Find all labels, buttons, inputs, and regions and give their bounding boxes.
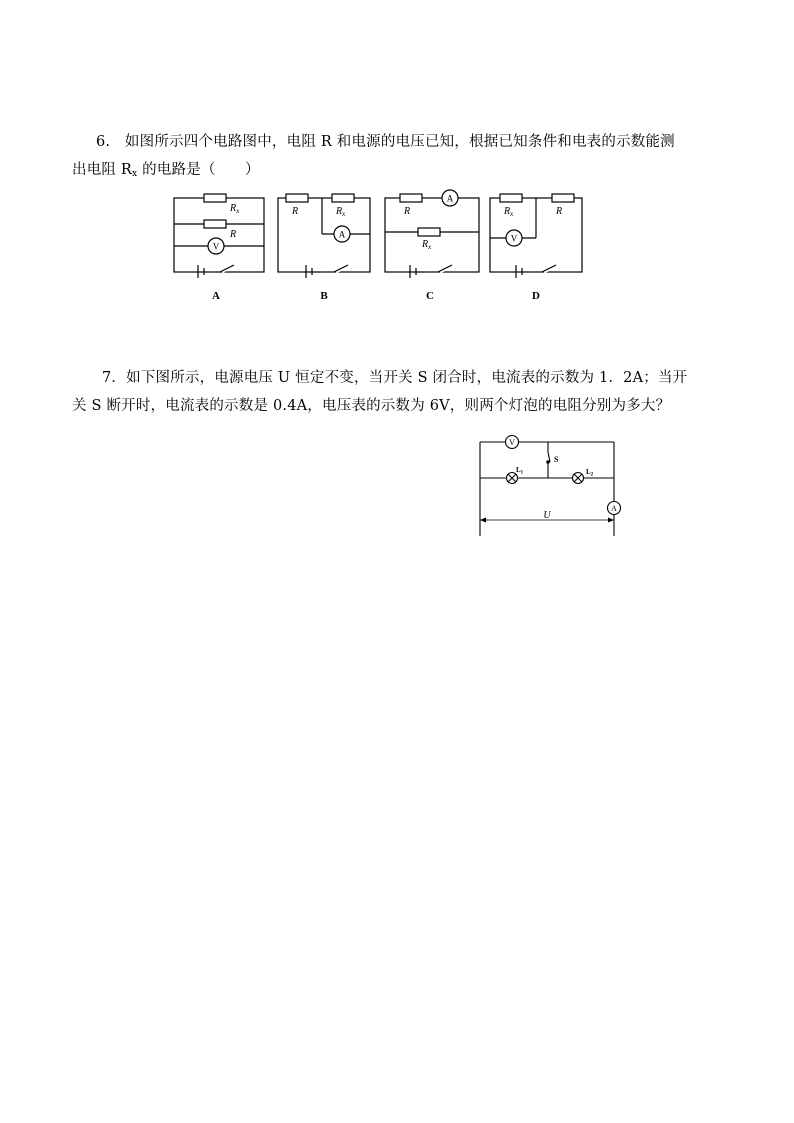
question-6-rx-subscript: x [132, 169, 138, 179]
circuit-d-label: D [532, 290, 540, 302]
circuit-a-rx-label: $R_x$ [230, 203, 240, 215]
question-6-circuits-figure [160, 188, 600, 312]
ammeter-label: A [611, 504, 617, 513]
circuit-c-label: C [426, 290, 434, 302]
question-6-line-2-suffix: 的电路是（ ） [137, 162, 260, 178]
voltage-u-label: U [543, 510, 551, 521]
circuit-c-meter-label: A [446, 193, 454, 204]
circuit-c-r-label: R [404, 206, 411, 217]
resistor-rx [204, 194, 226, 202]
question-7 [72, 364, 732, 420]
circuit-c-rx-label: $R_x$ [422, 239, 432, 251]
resistor-r [204, 220, 226, 228]
resistor-rx [418, 228, 440, 236]
question-6-line-2 [72, 156, 732, 184]
circuit-b-meter-label: A [338, 229, 346, 240]
circuit-b-label: B [320, 290, 328, 302]
circuit-a-r-label: R [230, 229, 237, 240]
circuit-b-r-label: R [292, 206, 299, 217]
circuit-c [385, 190, 479, 278]
question-6-line-2-prefix: 出电阻 R [72, 162, 133, 178]
circuit-d-meter-label: V [510, 233, 518, 244]
switch-label: S [554, 455, 559, 464]
circuit-d-r-label: R [556, 206, 563, 217]
question-7-circuit-figure [474, 432, 624, 538]
circuit-a-label: A [212, 290, 220, 302]
question-7-line-2: 关 S 断开时，电流表的示数是 0.4A，电压表的示数为 6V，则两个灯泡的电阻分别为多大？ [72, 398, 671, 414]
question-6 [72, 128, 732, 184]
resistor-r [552, 194, 574, 202]
lamp-l2-label: $L_2$ [586, 468, 594, 478]
resistor-rx [500, 194, 522, 202]
lamp-l1-label: $L_1$ [516, 466, 524, 476]
circuit-d-rx-label: $R_x$ [504, 206, 514, 218]
resistor-r [286, 194, 308, 202]
circuit-a-meter-label: V [212, 241, 220, 252]
question-6-line-1: 6. 如图所示四个电路图中，电阻 R 和电源的电压已知，根据已知条件和电表的示数能测 [96, 134, 675, 150]
circuit-a [174, 194, 264, 278]
voltmeter-label: V [509, 438, 515, 447]
switch-icon [220, 265, 234, 272]
resistor-r [400, 194, 422, 202]
resistor-rx [332, 194, 354, 202]
circuit-b-rx-label: $R_x$ [336, 206, 346, 218]
question-7-line-1: 7．如下图所示，电源电压 U 恒定不变，当开关 S 闭合时，电流表的示数为 1．2A；当开 [102, 370, 688, 386]
